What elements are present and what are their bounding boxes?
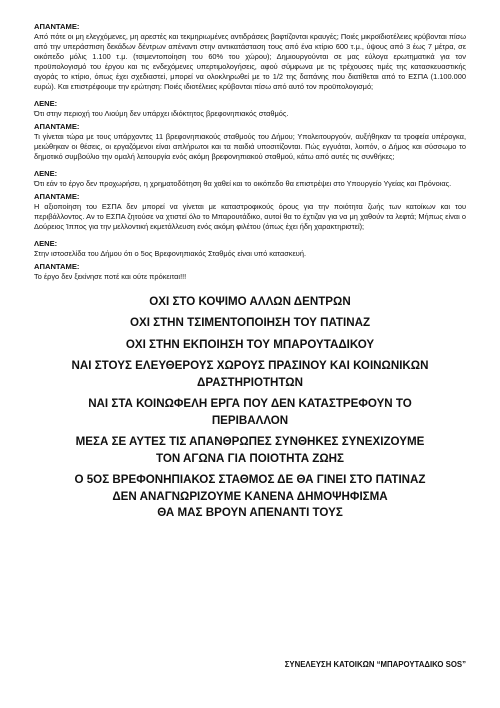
block-text: Τι γίνεται τώρα με τους υπάρχοντες 11 βρεφονηπιακούς σταθμούς του Δήμου; Υπολειτουργούν, αυξήθηκαν τα τροφεία υπέρογκα, μειώθηκαν οι θέσεις, οι εργαζόμενοι είναι απλήρωτοι και τα παιδιά υποσιτίζονται. Πώς εγγυάται, λοιπόν, ο Δήμος και σύσσωμο το δημοτικό συμβούλιο την ομαλή λειτουργία ενός ακόμη βρεφονηπιακού σταθμού, κάτω από αυτές τις συνθήκες; (34, 132, 466, 161)
block-text: Ότι εάν το έργο δεν προχωρήσει, η χρηματοδότηση θα χαθεί και το οικόπεδο θα επιστρέψει στο Υπουργείο Υγείας και Πρόνοιας. (34, 179, 452, 188)
slogan-line: ΜΕΣΑ ΣΕ ΑΥΤΕΣ ΤΙΣ ΑΠΑΝΘΡΩΠΕΣ ΣΥΝΘΗΚΕΣ ΣΥΝΕΧΙΖΟΥΜΕ (75, 435, 425, 449)
block-label: ΑΠΑΝΤΑΜΕ: (34, 122, 80, 131)
text-block (34, 192, 466, 232)
text-block (34, 262, 466, 282)
text-block (34, 22, 466, 92)
slogan-line: ΔΕΝ ΑΝΑΓΝΩΡΙΖΟΥΜΕ ΚΑΝΕΝΑ ΔΗΜΟΨΗΦΙΣΜΑ (112, 489, 388, 503)
slogan-line: ΔΡΑΣΤΗΡΙΟΤΗΤΩΝ (197, 375, 303, 389)
slogan-line: Ο 5ΟΣ ΒΡΕΦΟΝΗΠΙΑΚΟΣ ΣΤΑΘΜΟΣ ΔΕ ΘΑ ΓΙΝΕΙ ΣΤΟ ΠΑΤΙΝΑΖ (74, 473, 426, 487)
slogan-line: ΝΑΙ ΣΤΑ ΚΟΙΝΩΦΕΛΗ ΕΡΓΑ ΠΟΥ ΔΕΝ ΚΑΤΑΣΤΡΕΦΟΥΝ ΤΟ (88, 397, 412, 411)
slogan-line: ΝΑΙ ΣΤΟΥΣ ΕΛΕΥΘΕΡΟΥΣ ΧΩΡΟΥΣ ΠΡΑΣΙΝΟΥ ΚΑΙ ΚΟΙΝΩΝΙΚΩΝ (71, 359, 429, 373)
slogan-line: ΟΧΙ ΣΤΗΝ ΕΚΠΟΙΗΣΗ ΤΟΥ ΜΠΑΡΟΥΤΑΔΙΚΟΥ (125, 337, 375, 351)
block-label: ΛΕΝΕ: (34, 169, 58, 178)
slogan-group (34, 315, 466, 332)
slogan-group (34, 337, 466, 354)
block-label: ΑΠΑΝΤΑΜΕ: (34, 22, 80, 31)
dialogue-blocks (34, 22, 466, 282)
slogan-line: ΠΕΡΙΒΑΛΛΟΝ (211, 413, 289, 427)
slogan-line: ΟΧΙ ΣΤΟ ΚΟΨΙΜΟ ΑΛΛΩΝ ΔΕΝΤΡΩΝ (149, 295, 351, 308)
slogan-group (34, 396, 466, 429)
block-label: ΛΕΝΕ: (34, 99, 58, 108)
text-block (34, 169, 466, 189)
slogan-line: ΤΟΝ ΑΓΩΝΑ ΓΙΑ ΠΟΙΟΤΗΤΑ ΖΩΗΣ (155, 451, 345, 465)
slogan-group (34, 358, 466, 391)
slogan-group (34, 434, 466, 467)
block-text: Ότι στην περιοχή του Λιούμη δεν υπάρχει ιδιόκτητος βρεφονηπιακός σταθμός. (34, 109, 289, 118)
slogan-group (34, 294, 466, 311)
document-page (34, 22, 466, 527)
text-block (34, 239, 466, 259)
text-block (34, 122, 466, 162)
slogans-section (34, 294, 466, 522)
signature: ΣΥΝΕΛΕΥΣΗ ΚΑΤΟΙΚΩΝ “ΜΠΑΡΟΥΤΑΔΙΚΟ SOS” (284, 660, 466, 669)
slogan-line: ΟΧΙ ΣΤΗΝ ΤΣΙΜΕΝΤΟΠΟΙΗΣΗ ΤΟΥ ΠΑΤΙΝΑΖ (129, 316, 371, 330)
block-text: Το έργο δεν ξεκίνησε ποτέ και ούτε πρόκειται!!! (34, 272, 187, 281)
block-label: ΑΠΑΝΤΑΜΕ: (34, 192, 80, 201)
block-label: ΑΠΑΝΤΑΜΕ: (34, 262, 80, 271)
slogan-group (34, 472, 466, 522)
block-text: Στην ιστοσελίδα του Δήμου ότι ο 5ος Βρεφονηπιακός Σταθμός είναι υπό κατασκευή. (34, 249, 307, 258)
block-text: Από πότε οι μη ελεγχόμενες, μη αρεστές και τεκμηριωμένες αντιδράσεις βαφτίζονται κραυγές; Ποιές μικροϊδιοτέλειες κρύβονται πίσω από την υπεράσπιση δεκάδων δέντρων απέναντι στην αντικατάσταση τους από ένα κτίριο 600 τ.μ., ύψους από 3 έως 7 μέτρα, σε οικόπεδο μόλις 1.100 τ.μ. (τσιμεντοποίηση του 60% του χώρου); Δημιουργούνται σε μας εύλογα ερωτηματικά για τον προϋπολογισμό του έργου και τις ενδεχόμενες υπερτιμολογήσεις, αφού σύμφωνα με τις τρέχουσες τιμές της κατασκευαστικής αγοράς το κτίριο, όπως έχει σχεδιαστεί, μπορεί να ολοκληρωθεί με το 1/2 της δαπάνης που διατίθεται από το ΕΣΠΑ (1.100.000 ευρώ). Και επιστρέφουμε την ερώτηση: Ποιές ιδιοτέλειες κρύβονται πίσω από αυτό τον προϋπολογισμό; (34, 32, 466, 91)
block-label: ΛΕΝΕ: (34, 239, 58, 248)
slogan-line: ΘΑ ΜΑΣ ΒΡΟΥΝ ΑΠΕΝΑΝΤΙ ΤΟΥΣ (157, 506, 343, 520)
text-block (34, 99, 466, 119)
block-text: Η αξιοποίηση του ΕΣΠΑ δεν μπορεί να γίνεται με καταστροφικούς όρους για την ποιότητα ζωής των κατοίκων και του περιβάλλοντος. Αν το ΕΣΠΑ ζητούσε να χτιστεί όλο το Μπαρουτάδικο, αυτοί θα το έχτιζαν για να μη χαθούν τα λεφτά; Μήπως είναι ο Δούρειος Ίππος για την μελλοντική εκμετάλλευση ενός ακόμη φιλέτου (όπως έχει ήδη χαρακτηριστεί); (34, 202, 466, 231)
